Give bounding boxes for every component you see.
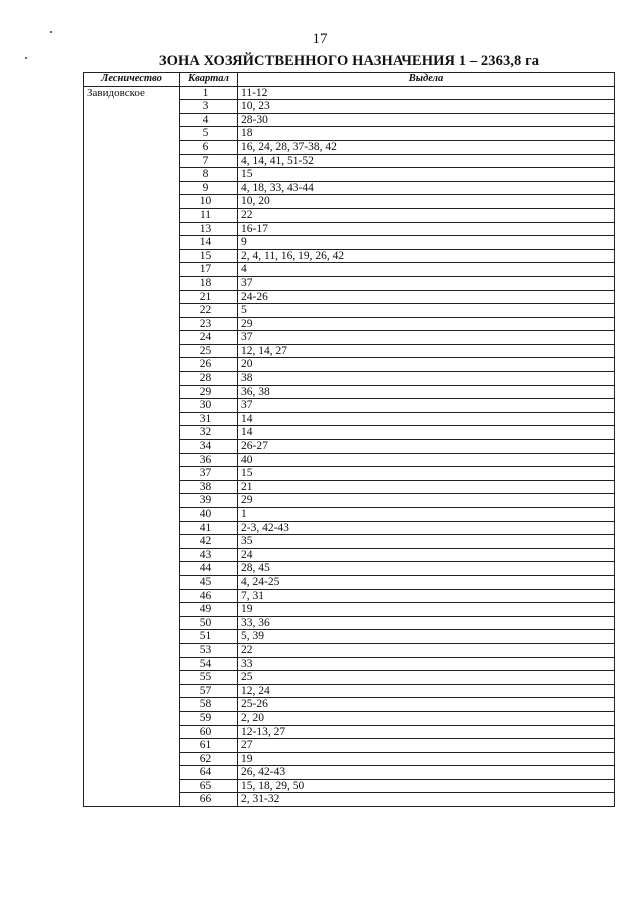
table-row <box>84 208 615 222</box>
quarter-cell: 10 <box>180 195 238 209</box>
table-header-row <box>84 73 615 87</box>
quarter-cell: 11 <box>180 208 238 222</box>
forestry-cell <box>84 779 180 793</box>
plots-cell: 28-30 <box>238 113 615 127</box>
plots-cell: 22 <box>238 208 615 222</box>
plots-cell: 7, 31 <box>238 589 615 603</box>
quarter-cell: 1 <box>180 86 238 100</box>
table-row <box>84 358 615 372</box>
quarter-cell: 50 <box>180 616 238 630</box>
header-quarter: Квартал <box>180 73 238 87</box>
plots-cell: 2-3, 42-43 <box>238 521 615 535</box>
table-row <box>84 222 615 236</box>
plots-cell: 15, 18, 29, 50 <box>238 779 615 793</box>
header-forestry: Лесничество <box>84 73 180 87</box>
plots-cell: 37 <box>238 276 615 290</box>
plots-cell: 18 <box>238 127 615 141</box>
page-number: 17 <box>312 31 328 47</box>
forestry-cell <box>84 127 180 141</box>
table-row <box>84 127 615 141</box>
plots-cell: 28, 45 <box>238 562 615 576</box>
plots-cell: 35 <box>238 535 615 549</box>
plots-cell: 38 <box>238 372 615 386</box>
forestry-cell <box>84 249 180 263</box>
plots-cell: 4, 24-25 <box>238 575 615 589</box>
forestry-cell <box>84 263 180 277</box>
quarter-cell: 21 <box>180 290 238 304</box>
table-row <box>84 86 615 100</box>
table-row <box>84 562 615 576</box>
forestry-cell <box>84 385 180 399</box>
quarter-cell: 31 <box>180 412 238 426</box>
quarter-cell: 55 <box>180 671 238 685</box>
plots-cell: 15 <box>238 467 615 481</box>
table-row <box>84 494 615 508</box>
quarter-cell: 9 <box>180 181 238 195</box>
quarter-cell: 13 <box>180 222 238 236</box>
table-row <box>84 100 615 114</box>
quarter-cell: 62 <box>180 752 238 766</box>
plots-cell: 4, 14, 41, 51-52 <box>238 154 615 168</box>
plots-cell: 24-26 <box>238 290 615 304</box>
table-row <box>84 344 615 358</box>
forestry-cell <box>84 575 180 589</box>
allocation-table <box>83 72 615 807</box>
forestry-cell <box>84 739 180 753</box>
forestry-cell <box>84 698 180 712</box>
quarter-cell: 32 <box>180 426 238 440</box>
table-row <box>84 657 615 671</box>
plots-cell: 4, 18, 33, 43-44 <box>238 181 615 195</box>
plots-cell: 19 <box>238 603 615 617</box>
table-row <box>84 453 615 467</box>
plots-cell: 37 <box>238 331 615 345</box>
table-row <box>84 671 615 685</box>
table-row <box>84 752 615 766</box>
quarter-cell: 5 <box>180 127 238 141</box>
forestry-cell <box>84 317 180 331</box>
quarter-cell: 40 <box>180 508 238 522</box>
plots-cell: 29 <box>238 494 615 508</box>
forestry-cell <box>84 711 180 725</box>
quarter-cell: 6 <box>180 140 238 154</box>
table-row <box>84 589 615 603</box>
table-row <box>84 331 615 345</box>
quarter-cell: 64 <box>180 766 238 780</box>
quarter-cell: 57 <box>180 684 238 698</box>
forestry-cell <box>84 426 180 440</box>
forestry-cell <box>84 671 180 685</box>
table-row <box>84 263 615 277</box>
quarter-cell: 22 <box>180 304 238 318</box>
table-row <box>84 236 615 250</box>
forestry-cell <box>84 412 180 426</box>
quarter-cell: 3 <box>180 100 238 114</box>
quarter-cell: 43 <box>180 548 238 562</box>
table-row <box>84 317 615 331</box>
forestry-cell <box>84 630 180 644</box>
quarter-cell: 53 <box>180 643 238 657</box>
forestry-cell <box>84 453 180 467</box>
quarter-cell: 41 <box>180 521 238 535</box>
forestry-cell <box>84 399 180 413</box>
table-row <box>84 140 615 154</box>
forestry-cell <box>84 276 180 290</box>
forestry-cell <box>84 208 180 222</box>
scan-speck <box>25 57 27 59</box>
table-row <box>84 304 615 318</box>
forestry-cell <box>84 236 180 250</box>
forestry-cell <box>84 766 180 780</box>
plots-cell: 15 <box>238 168 615 182</box>
quarter-cell: 46 <box>180 589 238 603</box>
plots-cell: 33, 36 <box>238 616 615 630</box>
quarter-cell: 15 <box>180 249 238 263</box>
plots-cell: 29 <box>238 317 615 331</box>
plots-cell: 11-12 <box>238 86 615 100</box>
forestry-cell <box>84 290 180 304</box>
forestry-cell <box>84 616 180 630</box>
plots-cell: 1 <box>238 508 615 522</box>
quarter-cell: 44 <box>180 562 238 576</box>
table-row <box>84 467 615 481</box>
plots-cell: 14 <box>238 426 615 440</box>
table-row <box>84 385 615 399</box>
quarter-cell: 66 <box>180 793 238 807</box>
table-row <box>84 480 615 494</box>
forestry-cell <box>84 603 180 617</box>
table-row <box>84 603 615 617</box>
table-row <box>84 725 615 739</box>
forestry-cell <box>84 657 180 671</box>
quarter-cell: 34 <box>180 440 238 454</box>
table-row <box>84 630 615 644</box>
table-row <box>84 399 615 413</box>
quarter-cell: 36 <box>180 453 238 467</box>
plots-cell: 40 <box>238 453 615 467</box>
forestry-cell <box>84 562 180 576</box>
quarter-cell: 60 <box>180 725 238 739</box>
forestry-cell <box>84 494 180 508</box>
forestry-name: Завидовское <box>84 86 180 100</box>
plots-cell: 2, 4, 11, 16, 19, 26, 42 <box>238 249 615 263</box>
forestry-cell <box>84 684 180 698</box>
plots-cell: 5, 39 <box>238 630 615 644</box>
quarter-cell: 17 <box>180 263 238 277</box>
table-row <box>84 779 615 793</box>
quarter-cell: 45 <box>180 575 238 589</box>
forestry-cell <box>84 304 180 318</box>
plots-cell: 27 <box>238 739 615 753</box>
quarter-cell: 30 <box>180 399 238 413</box>
quarter-cell: 23 <box>180 317 238 331</box>
forestry-cell <box>84 521 180 535</box>
plots-cell: 2, 20 <box>238 711 615 725</box>
plots-cell: 36, 38 <box>238 385 615 399</box>
forestry-cell <box>84 440 180 454</box>
quarter-cell: 58 <box>180 698 238 712</box>
forestry-cell <box>84 480 180 494</box>
forestry-cell <box>84 100 180 114</box>
forestry-cell <box>84 752 180 766</box>
plots-cell: 14 <box>238 412 615 426</box>
plots-cell: 19 <box>238 752 615 766</box>
quarter-cell: 24 <box>180 331 238 345</box>
plots-cell: 5 <box>238 304 615 318</box>
quarter-cell: 54 <box>180 657 238 671</box>
quarter-cell: 14 <box>180 236 238 250</box>
plots-cell: 26-27 <box>238 440 615 454</box>
forestry-cell <box>84 725 180 739</box>
table-row <box>84 154 615 168</box>
forestry-cell <box>84 195 180 209</box>
forestry-cell <box>84 140 180 154</box>
plots-cell: 4 <box>238 263 615 277</box>
forestry-cell <box>84 154 180 168</box>
plots-cell: 25-26 <box>238 698 615 712</box>
table-row <box>84 113 615 127</box>
quarter-cell: 39 <box>180 494 238 508</box>
forestry-cell <box>84 331 180 345</box>
forestry-cell <box>84 643 180 657</box>
table-row <box>84 684 615 698</box>
plots-cell: 2, 31-32 <box>238 793 615 807</box>
forestry-cell <box>84 535 180 549</box>
table-row <box>84 643 615 657</box>
forestry-cell <box>84 793 180 807</box>
forestry-cell <box>84 358 180 372</box>
table-row <box>84 508 615 522</box>
plots-cell: 9 <box>238 236 615 250</box>
table-row <box>84 535 615 549</box>
forestry-cell <box>84 548 180 562</box>
quarter-cell: 25 <box>180 344 238 358</box>
table-row <box>84 575 615 589</box>
plots-cell: 10, 20 <box>238 195 615 209</box>
quarter-cell: 8 <box>180 168 238 182</box>
quarter-cell: 65 <box>180 779 238 793</box>
plots-cell: 12, 14, 27 <box>238 344 615 358</box>
scan-speck <box>50 31 52 33</box>
plots-cell: 10, 23 <box>238 100 615 114</box>
quarter-cell: 37 <box>180 467 238 481</box>
table-row <box>84 195 615 209</box>
plots-cell: 25 <box>238 671 615 685</box>
table-row <box>84 181 615 195</box>
plots-cell: 33 <box>238 657 615 671</box>
table-row <box>84 168 615 182</box>
forestry-cell <box>84 508 180 522</box>
plots-cell: 16, 24, 28, 37-38, 42 <box>238 140 615 154</box>
table-row <box>84 521 615 535</box>
forestry-cell <box>84 344 180 358</box>
table-row <box>84 440 615 454</box>
plots-cell: 37 <box>238 399 615 413</box>
table-row <box>84 616 615 630</box>
quarter-cell: 49 <box>180 603 238 617</box>
forestry-cell <box>84 181 180 195</box>
table-row <box>84 548 615 562</box>
table-row <box>84 793 615 807</box>
table-row <box>84 711 615 725</box>
quarter-cell: 29 <box>180 385 238 399</box>
forestry-cell <box>84 168 180 182</box>
plots-cell: 21 <box>238 480 615 494</box>
quarter-cell: 51 <box>180 630 238 644</box>
plots-cell: 24 <box>238 548 615 562</box>
forestry-cell <box>84 222 180 236</box>
forestry-cell <box>84 467 180 481</box>
plots-cell: 22 <box>238 643 615 657</box>
quarter-cell: 4 <box>180 113 238 127</box>
table-row <box>84 249 615 263</box>
plots-cell: 12, 24 <box>238 684 615 698</box>
forestry-cell <box>84 372 180 386</box>
plots-cell: 26, 42-43 <box>238 766 615 780</box>
quarter-cell: 61 <box>180 739 238 753</box>
table-row <box>84 290 615 304</box>
table-row <box>84 372 615 386</box>
forestry-cell <box>84 589 180 603</box>
plots-cell: 12-13, 27 <box>238 725 615 739</box>
header-plots: Выдела <box>238 73 615 87</box>
quarter-cell: 42 <box>180 535 238 549</box>
quarter-cell: 38 <box>180 480 238 494</box>
plots-cell: 20 <box>238 358 615 372</box>
table-row <box>84 698 615 712</box>
quarter-cell: 18 <box>180 276 238 290</box>
forestry-cell <box>84 113 180 127</box>
table-row <box>84 766 615 780</box>
table-row <box>84 426 615 440</box>
table-row <box>84 739 615 753</box>
quarter-cell: 26 <box>180 358 238 372</box>
plots-cell: 16-17 <box>238 222 615 236</box>
document-title: ЗОНА ХОЗЯЙСТВЕННОГО НАЗНАЧЕНИЯ 1 – 2363,8 га <box>158 53 540 69</box>
table-row <box>84 276 615 290</box>
table-row <box>84 412 615 426</box>
quarter-cell: 28 <box>180 372 238 386</box>
quarter-cell: 7 <box>180 154 238 168</box>
quarter-cell: 59 <box>180 711 238 725</box>
